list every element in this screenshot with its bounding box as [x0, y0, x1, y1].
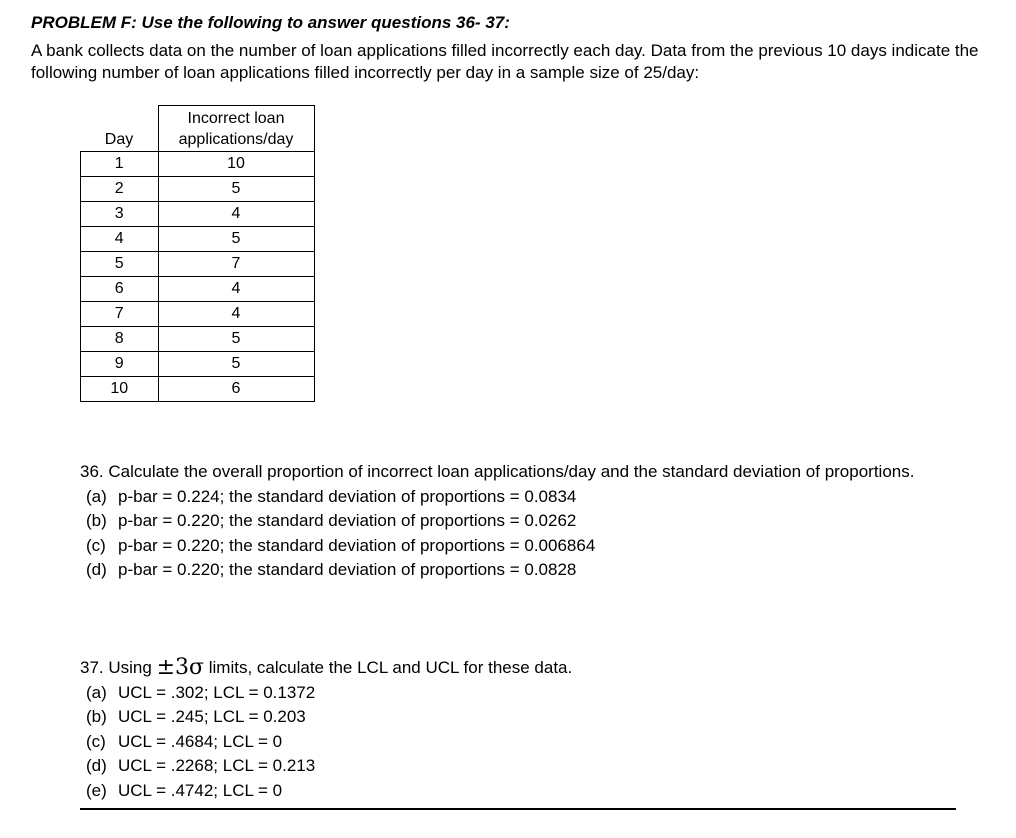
- day-cell: 8: [81, 327, 159, 352]
- day-cell: 7: [81, 302, 159, 327]
- question-36-option-b: [80, 509, 960, 534]
- question-36: [80, 460, 960, 583]
- day-cell: 6: [81, 277, 159, 302]
- option-text: p-bar = 0.220; the standard deviation of proportions = 0.0828: [118, 560, 577, 579]
- option-label: (c): [86, 535, 106, 555]
- option-label: (a): [86, 682, 107, 702]
- table-row: [81, 202, 315, 227]
- table-row: [81, 152, 315, 177]
- question-37-option-d: [80, 754, 960, 779]
- incorrect-cell: 4: [158, 277, 314, 302]
- day-cell: 5: [81, 252, 159, 277]
- day-cell: 4: [81, 227, 159, 252]
- question-37: [80, 656, 960, 803]
- col-incorrect-header-line1: Incorrect loan: [187, 110, 285, 127]
- question-37-option-a: [80, 681, 960, 706]
- col-incorrect-header: [158, 106, 314, 152]
- option-label: (b): [86, 707, 107, 726]
- option-text: UCL = .2268; LCL = 0.213: [118, 756, 316, 775]
- day-cell: 9: [81, 352, 159, 377]
- table-row: [81, 252, 315, 277]
- option-text: UCL = .302; LCL = 0.1372: [118, 682, 316, 702]
- table-row: [81, 327, 315, 352]
- table-row: [81, 177, 315, 202]
- loan-data-table: [80, 105, 315, 402]
- day-cell: 3: [81, 202, 159, 227]
- col-incorrect-header-line2: applications/day: [178, 131, 294, 148]
- option-label: (d): [86, 560, 107, 579]
- option-label: (b): [86, 511, 107, 530]
- table-row: [81, 352, 315, 377]
- plus-minus-three-sigma: ±3σ: [156, 655, 205, 680]
- incorrect-cell: 5: [158, 327, 314, 352]
- option-label: (d): [86, 756, 107, 775]
- incorrect-cell: 5: [158, 177, 314, 202]
- incorrect-cell: 4: [158, 302, 314, 327]
- question-37-option-c: [80, 730, 960, 755]
- option-text: UCL = .4684; LCL = 0: [118, 731, 283, 751]
- option-text: UCL = .4742; LCL = 0: [118, 780, 283, 800]
- problem-intro: A bank collects data on the number of loan applications filled incorrectly each day. Data from the previous 10 days indicate the following number of loan applications filled incorrectly per day in a sample size of 25/day:: [31, 41, 979, 82]
- question-37-option-e: [80, 779, 960, 804]
- incorrect-cell: 5: [158, 352, 314, 377]
- col-day-header: Day: [81, 106, 159, 152]
- option-label: (a): [86, 486, 107, 506]
- incorrect-cell: 4: [158, 202, 314, 227]
- bottom-divider: [80, 808, 956, 810]
- question-36-option-a: [80, 485, 960, 510]
- incorrect-cell: 6: [158, 377, 314, 402]
- question-36-stem: 36. Calculate the overall proportion of incorrect loan applications/day and the standard deviation of proportions.: [80, 462, 915, 481]
- question-36-option-c: [80, 534, 960, 559]
- table-row: [81, 377, 315, 402]
- question-37-stem: [80, 656, 960, 681]
- option-label: (e): [86, 780, 107, 800]
- option-text: p-bar = 0.220; the standard deviation of proportions = 0.006864: [118, 535, 596, 555]
- table-row: [81, 227, 315, 252]
- option-text: UCL = .245; LCL = 0.203: [118, 707, 306, 726]
- incorrect-cell: 7: [158, 252, 314, 277]
- day-cell: 1: [81, 152, 159, 177]
- incorrect-cell: 5: [158, 227, 314, 252]
- question-37-stem-suffix: limits, calculate the LCL and UCL for these data.: [208, 658, 573, 677]
- day-cell: 2: [81, 177, 159, 202]
- day-cell: 10: [81, 377, 159, 402]
- option-text: p-bar = 0.224; the standard deviation of proportions = 0.0834: [118, 486, 577, 506]
- problem-heading: PROBLEM F: Use the following to answer questions 36- 37:: [31, 13, 510, 32]
- table-row: [81, 277, 315, 302]
- option-text: p-bar = 0.220; the standard deviation of proportions = 0.0262: [118, 511, 577, 530]
- question-37-stem-prefix: 37. Using: [80, 658, 152, 677]
- table-header-row: [81, 106, 315, 152]
- option-label: (c): [86, 731, 106, 751]
- question-36-option-d: [80, 558, 960, 583]
- incorrect-cell: 10: [158, 152, 314, 177]
- question-37-option-b: [80, 705, 960, 730]
- table-row: [81, 302, 315, 327]
